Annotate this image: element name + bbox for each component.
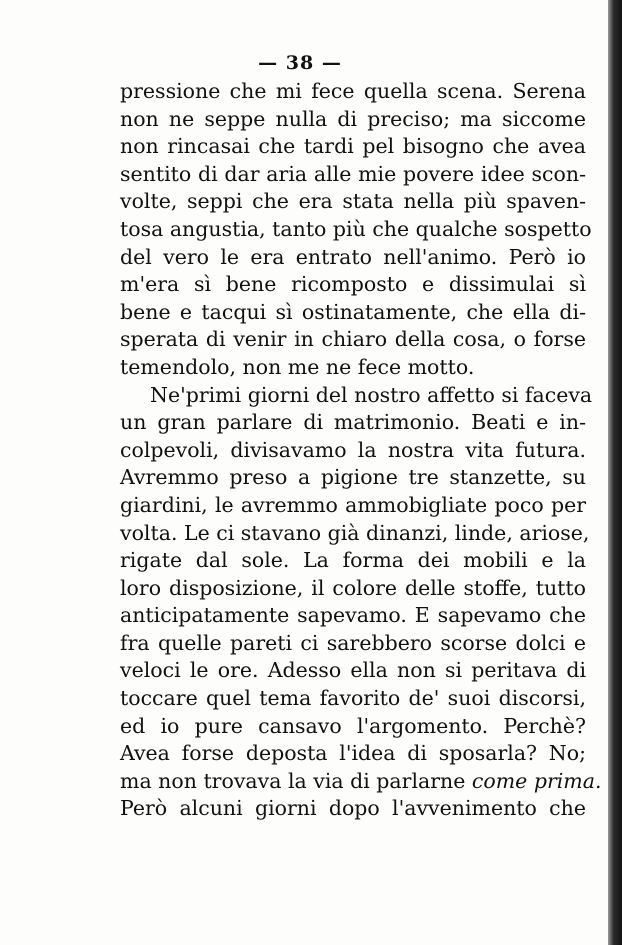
text-line: temendolo, non me ne fece motto. [120,354,475,379]
text-line: tosa angustia, tanto più che qualche sospetto [120,216,592,241]
text-line: sperata di venir in chiaro della cosa, o forse [120,327,586,352]
text-line: pressione che mi fece quella scena. Serena [120,79,586,103]
text-line: giardini, le avremmo ammobigliate poco per [120,492,586,517]
text-line: fra quelle pareti ci sarebbero scorse dolci e [120,630,586,655]
text-line: toccare quel tema favorito de' suoi discorsi, [120,686,586,711]
text-line: ed io pure cansavo l'argomento. Perchè? [120,713,586,738]
text-line: volte, seppi che era stata nella più spaven- [120,189,586,214]
text-line: anticipatamente sapevamo. E sapevamo che [120,603,586,628]
text-line: Avea forse deposta l'idea di sposarla? No; [120,741,586,766]
text-line: non rincasai che tardi pel bisogno che avea [120,134,586,159]
text-line-with-emphasis [120,768,602,796]
text-line: volta. Le ci stavano già dinanzi, linde, ariose, [120,520,590,545]
text-line: veloci le ore. Adesso ella non si peritava di [120,658,586,683]
text-line: loro disposizione, il colore delle stoffe, tutto [120,575,586,600]
text-line: colpevoli, divisavamo la nostra vita futura. [120,437,586,462]
text-line: Però alcuni giorni dopo l'avvenimento che [120,796,586,821]
text-line: Avremmo preso a pigione tre stanzette, su [120,465,586,490]
text-line: sentito di dar aria alle mie povere idee scon- [120,161,586,186]
text-line: un gran parlare di matrimonio. Beati e in- [120,410,586,435]
italic-emphasis: come prima. [471,768,602,793]
text-line-segment: ma non trovava la via di parlarne [120,768,466,793]
text-line: non ne seppe nulla di preciso; ma siccome [120,106,586,131]
text-line: bene e tacqui sì ostinatamente, che ella di- [120,299,586,324]
text-line: rigate dal sole. La forma dei mobili e la [120,548,586,573]
page-edge-shadow [608,0,622,945]
text-line: Ne'primi giorni del nostro affetto si faceva [150,382,593,407]
page-number: — 38 — [258,52,342,74]
text-line: m'era sì bene ricomposto e dissimulai sì [120,272,586,297]
body-text [120,78,602,823]
text-line: del vero le era entrato nell'animo. Però io [120,244,586,269]
